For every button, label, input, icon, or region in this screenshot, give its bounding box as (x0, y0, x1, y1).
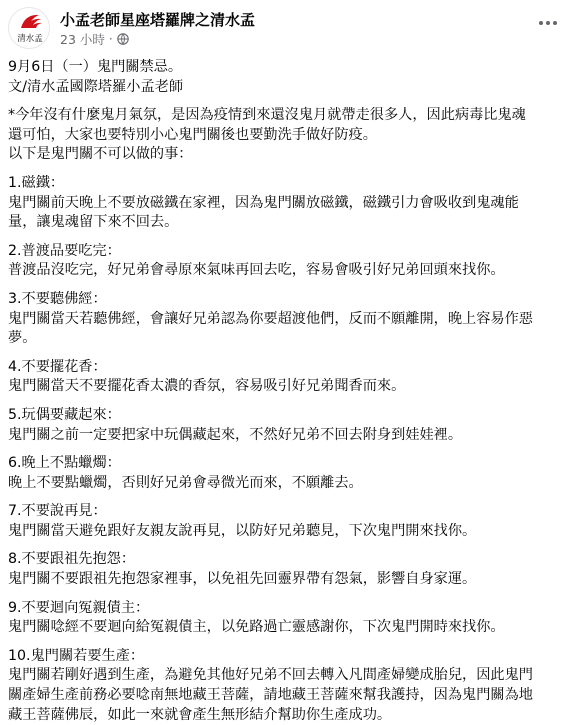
item-heading: 8.不要跟祖先抱怨： (8, 551, 136, 568)
post-meta (60, 30, 129, 48)
item-heading: 1.磁鐵： (8, 174, 65, 191)
item-line: 鬼門關不要跟祖先抱怨家裡事，以免祖先回靈界帶有怨氣，影響自身家運。 (8, 571, 477, 588)
intro-line: 以下是鬼門關不可以做的事： (8, 146, 193, 163)
author-avatar[interactable] (8, 7, 50, 49)
intro-line: 還可怕，大家也要特別小心鬼門關後也要勤洗手做好防疫。 (8, 126, 377, 143)
meta-separator: · (108, 32, 113, 46)
item-line: 鬼門關之前一定要把家中玩偶藏起來，不然好兄弟不回去附身到娃娃裡。 (8, 426, 463, 443)
item-line: 鬼門關唸經不要迴向給冤親債主，以免路過亡靈感謝你，下次鬼門開時來找你。 (8, 619, 505, 636)
item-line: 關產婦生產前務必要唸南無地藏王菩薩，請地藏王菩薩來幫我護持，因為鬼門關為地 (8, 687, 533, 704)
item-line: 量，讓鬼魂留下來不回去。 (8, 214, 179, 231)
item-heading: 5.玩偶要藏起來： (8, 406, 121, 423)
item-line: 普渡品沒吃完，好兄弟會尋原來氣味再回去吃，容易會吸引好兄弟回頭來找你。 (8, 262, 505, 279)
logo-avatar-icon (9, 8, 50, 49)
item-line: 鬼門關當天若聽佛經，會讓好兄弟認為你要超渡他們，反而不願離開，晚上容易作惡 (8, 310, 533, 327)
item-heading: 2.普渡品要吃完： (8, 242, 121, 259)
item-heading: 7.不要說再見： (8, 503, 107, 520)
item-line: 鬼門關當天避免跟好友親友說再見，以防好兄弟聽見，下次鬼門開來找你。 (8, 522, 477, 539)
avatar-logo-text: 清水孟 (17, 34, 43, 44)
post-time[interactable]: 23 小時 (60, 32, 105, 47)
item-heading: 3.不要聽佛經： (8, 290, 107, 307)
post-body (8, 58, 566, 725)
item-heading: 9.不要迴向冤親債主： (8, 599, 150, 616)
item-line: 夢。 (8, 330, 37, 347)
item-line: 晚上不要點蠟燭，否則好兄弟會尋微光而來，不願離去。 (8, 474, 363, 491)
item-heading: 6.晚上不點蠟燭： (8, 455, 121, 472)
globe-icon[interactable] (117, 33, 129, 45)
item-line: 鬼門關前天晚上不要放磁鐵在家裡，因為鬼門關放磁鐵，磁鐵引力會吸收到鬼魂能 (8, 194, 519, 211)
intro-line: *今年沒有什麼鬼月氣氛，是因為疫情到來還沒鬼月就帶走很多人，因此病毒比鬼魂 (8, 107, 526, 124)
post-byline: 文/清水孟國際塔羅小孟老師 (8, 78, 184, 95)
more-options-icon[interactable] (534, 13, 562, 33)
post-title: 9月6日（一）鬼門關禁忌。 (8, 59, 183, 75)
author-name[interactable]: 小孟老師星座塔羅牌之清水孟 (60, 11, 256, 29)
item-line: 鬼門關當天不要擺花香太濃的香氛，容易吸引好兄弟聞香而來。 (8, 378, 406, 395)
item-line: 藏王菩薩佛辰，如此一來就會產生無形結介幫助你生產成功。 (8, 706, 392, 723)
item-heading: 10.鬼門關若要生產： (8, 647, 145, 664)
item-line: 鬼門關若剛好遇到生產，為避免其他好兄弟不回去轉入凡間產婦變成胎兒，因此鬼門 (8, 667, 533, 684)
item-heading: 4.不要擺花香： (8, 358, 107, 375)
post-header (8, 7, 566, 51)
